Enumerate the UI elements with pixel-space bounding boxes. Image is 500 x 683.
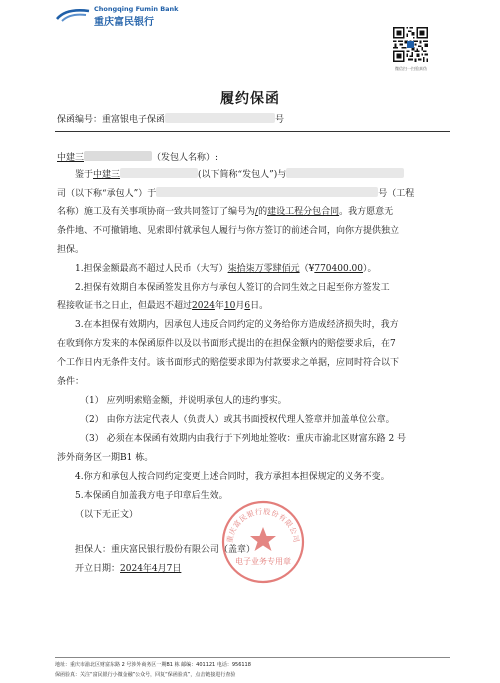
issue-date-line: [75, 563, 181, 575]
issue-date-label: 开立日期：: [75, 564, 121, 574]
redacted-block: [165, 113, 275, 123]
item2-day: 6: [244, 301, 251, 311]
item2-year: 2024: [192, 301, 215, 311]
item1-text: 1.担保金额最高不超过人民币（大写）: [75, 264, 228, 274]
item2-line2: [57, 300, 268, 312]
item3-line3: 个工作日内无条件支付。该书面形式的赔偿要求即为付款要求之单据，应同时符合以下: [57, 358, 400, 368]
guarantor-label: 担保人：: [75, 545, 112, 555]
recipient-line: [57, 151, 218, 164]
redacted-block: [84, 151, 152, 161]
p1-line2: [57, 187, 414, 200]
p1-text: 司（以下称“承包人”）于: [57, 189, 157, 199]
seal-arc-text: 重庆富民银行股份有限公司: [224, 506, 302, 544]
p1-line5: 担保。: [57, 245, 85, 255]
item1-amount-words: 柒拾柒万零肆佰元: [227, 264, 300, 274]
end-note: （以下无正文）: [75, 510, 139, 520]
qr-code-icon[interactable]: [393, 27, 428, 62]
p1-text: 中建三: [93, 170, 121, 180]
item2-month: 10: [223, 301, 236, 311]
condition-1: （1） 应列明索赔金额，并说明承包人的违约事实。: [80, 396, 287, 406]
p1-text: 建设工程分包合同: [267, 207, 340, 217]
p1-text: 。我方愿意无: [339, 207, 394, 217]
footer-divider: [55, 657, 450, 658]
p1-line4: 条件地、不可撤销地、见索即付就承包人履行与你方签订的前述合同，向你方提供独立: [57, 226, 400, 236]
footer-verification: 保函验真：关注“富民银行小微金融”公众号，回复“保函验真”，点击链接进行查验: [55, 672, 236, 678]
item3-line2: 在收到你方发来的本保函原件以及以书面形式提出的在担保金额内的赔偿要求后，在7: [57, 339, 396, 349]
item3-line1: 3.在本担保有效期内，因承包人违反合同约定的义务给你方造成经济损失时，我方: [75, 320, 399, 330]
recipient-suffix: （发包人名称）:: [152, 153, 219, 163]
divider: [55, 131, 450, 132]
p1-text: /: [255, 207, 259, 217]
bank-logo-icon: [56, 7, 90, 23]
item3-line4: 条件：: [57, 377, 85, 387]
item1-line: [75, 263, 377, 275]
qr-caption: 微信扫一扫验真伪: [395, 66, 427, 71]
item1-text: ）。: [363, 264, 377, 274]
page-title: 履约保函: [220, 91, 280, 107]
item1-amount: 770400.00: [314, 264, 364, 274]
electronic-seal-icon: [218, 497, 308, 587]
redacted-block: [156, 187, 378, 197]
item2-text: 日。: [250, 301, 269, 311]
bank-name-en: Chongqing Fumin Bank: [94, 5, 179, 13]
condition-3-line1: （3） 必须在本保函有效期内由我行于下列地址签收：重庆市渝北区财富东路 2 号: [80, 434, 407, 444]
p1-text: 号（工程: [378, 189, 415, 199]
serial-suffix: 号: [275, 115, 285, 125]
item2-text: 年: [214, 301, 224, 311]
item2-text: 程接收证书之日止，但最迟不超过: [57, 301, 193, 311]
item4-line: 4.你方和承包人按合同约定变更上述合同时，我方承担本担保规定的义务不变。: [75, 472, 390, 482]
redacted-block: [286, 168, 404, 178]
p1-text: (以下简称“发包人”)与: [198, 170, 287, 180]
p1-text: 的: [258, 207, 268, 217]
guarantor-name: 重庆富民银行股份有限公司（盖章）: [111, 545, 256, 555]
item5-line: 5.本保函自加盖我方电子印章后生效。: [75, 491, 228, 501]
p1-text: 名称）施工及有关事项协商一致共同签订了编号为: [57, 207, 256, 217]
p1-line1: [75, 168, 404, 181]
condition-2: （2） 由你方法定代表人（负责人）或其书面授权代理人签章并加盖单位公章。: [80, 415, 395, 425]
recipient-prefix: 中建三: [57, 153, 85, 163]
item2-line1: 2.担保有效期自本保函签发且你方与承包人签订的合同生效之日起至你方签发工: [75, 283, 390, 293]
bank-logo: [56, 5, 216, 28]
condition-3-line2: 涉外商务区一期B1 栋。: [57, 453, 154, 463]
seal-center-text: 电子业务专用章: [235, 557, 291, 566]
serial-label: 保函编号：: [57, 115, 103, 125]
redacted-block: [120, 168, 198, 178]
footer-address: 地址：重庆市渝北区财富东路 2 号涉外商务区一期B1 栋 邮编：401121 电话：956118: [55, 662, 251, 668]
p1-text: 鉴于: [75, 170, 94, 180]
serial-number-line: [57, 113, 284, 126]
bank-name-cn: 重庆富民银行: [94, 17, 154, 28]
item1-text: （¥: [299, 264, 315, 274]
item2-text: 月: [235, 301, 245, 311]
p1-line3: [57, 206, 393, 218]
serial-prefix: 重富银电子保函: [102, 115, 166, 125]
issue-date-value: 2024年4月7日: [120, 564, 182, 574]
